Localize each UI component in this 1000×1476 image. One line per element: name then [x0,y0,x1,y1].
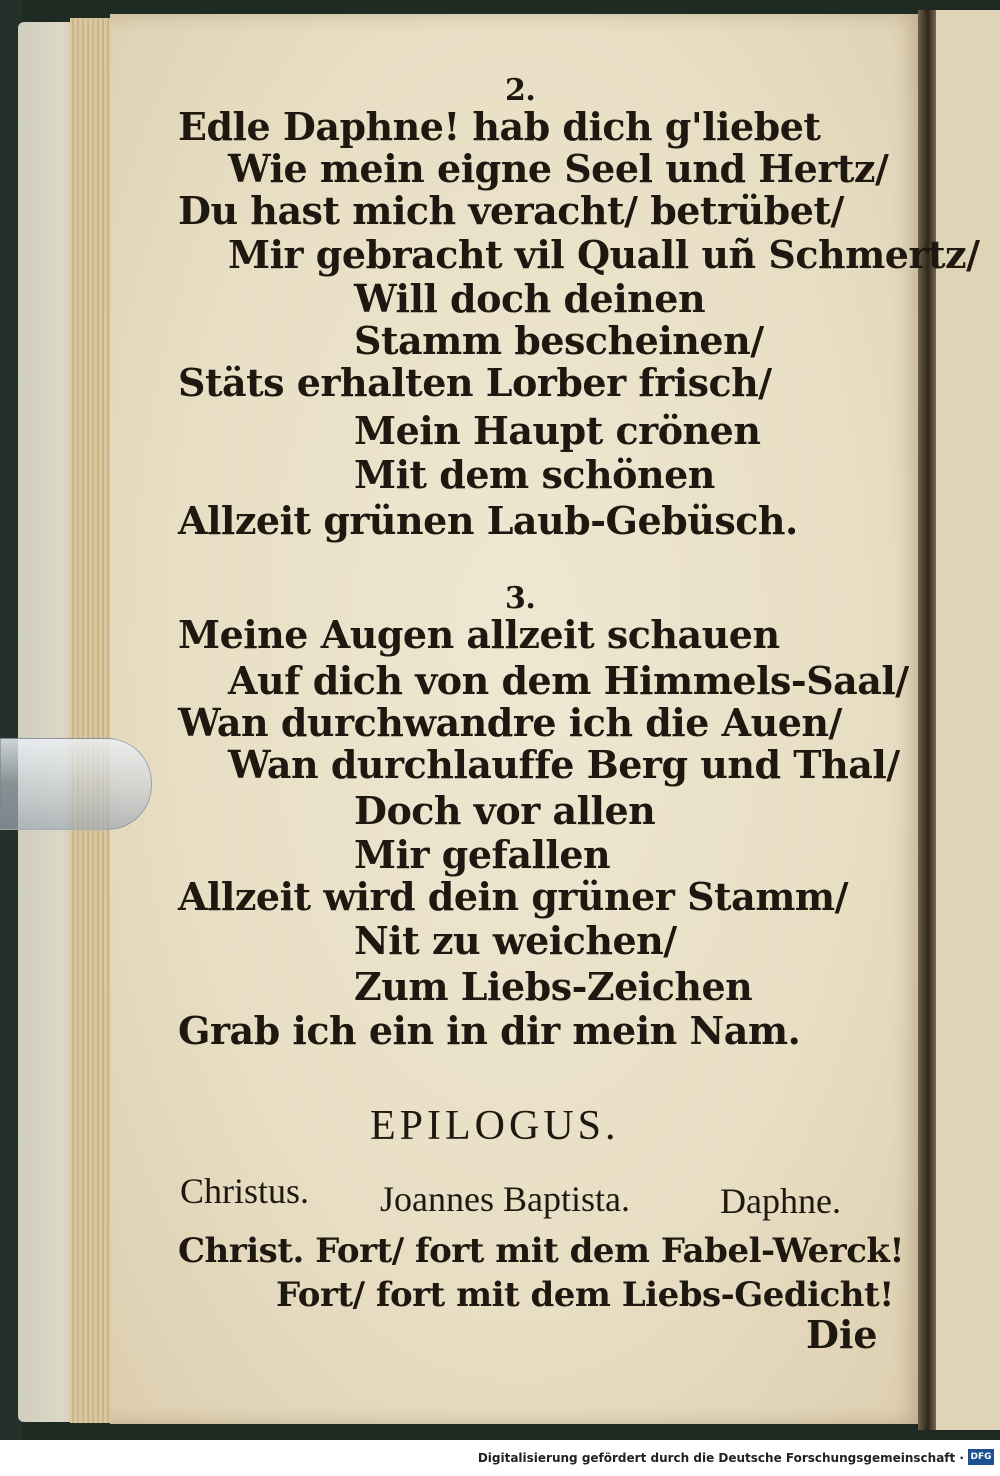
epilogue-heading: EPILOGUS. [370,1103,620,1149]
dfg-logo: DFG [968,1449,994,1465]
stanza-3-line: Grab ich ein in dir mein Nam. [178,1008,801,1053]
stanza-3-line: Allzeit wird dein grüner Stamm/ [178,874,849,919]
stanza-2-number: 2. [505,73,536,108]
book-gutter [918,10,938,1430]
stanza-3-line: Mir gefallen [354,832,611,877]
stanza-3-line: Nit zu weichen/ [354,918,677,963]
page-clamp [0,738,152,830]
persona-name: Daphne. [720,1181,841,1221]
catchword: Die [806,1312,878,1357]
stanza-2-line: Will doch deinen [354,276,706,321]
speech-line: Christ. Fort/ fort mit dem Fabel-Werck! [178,1231,904,1271]
stanza-3-line: Auf dich von dem Himmels-Saal/ [228,658,909,703]
stanza-2-line: Mir gebracht vil Quall uñ Schmertz/ [228,232,980,277]
stanza-3-number: 3. [505,581,536,616]
stanza-3-line: Wan durchlauffe Berg und Thal/ [228,742,900,787]
stanza-3-line: Doch vor allen [354,788,656,833]
persona-name: Joannes Baptista. [380,1179,630,1219]
stanza-2-line: Stamm bescheinen/ [354,318,764,363]
stanza-3-line: Meine Augen allzeit schauen [178,612,780,657]
stanza-2-line: Mit dem schönen [354,452,715,497]
speech-line: Fort/ fort mit dem Liebs-Gedicht! [276,1275,894,1315]
digitization-credit: Digitalisierung gefördert durch die Deutsche Forschungsgemeinschaft · [477,1451,964,1465]
stanza-2-line: Du hast mich veracht/ betrübet/ [178,188,844,233]
stanza-2-line: Edle Daphne! hab dich g'liebet [178,104,821,149]
stanza-3-line: Wan durchwandre ich die Auen/ [178,700,842,745]
stanza-2-line: Mein Haupt crönen [354,408,761,453]
facing-page [936,10,1000,1430]
stanza-2-line: Stäts erhalten Lorber frisch/ [178,360,772,405]
stanza-2-line: Wie mein eigne Seel und Hertz/ [228,146,889,191]
persona-name: Christus. [180,1171,310,1211]
stanza-2-line: Allzeit grünen Laub-Gebüsch. [178,498,798,543]
stanza-3-line: Zum Liebs-Zeichen [354,964,753,1009]
